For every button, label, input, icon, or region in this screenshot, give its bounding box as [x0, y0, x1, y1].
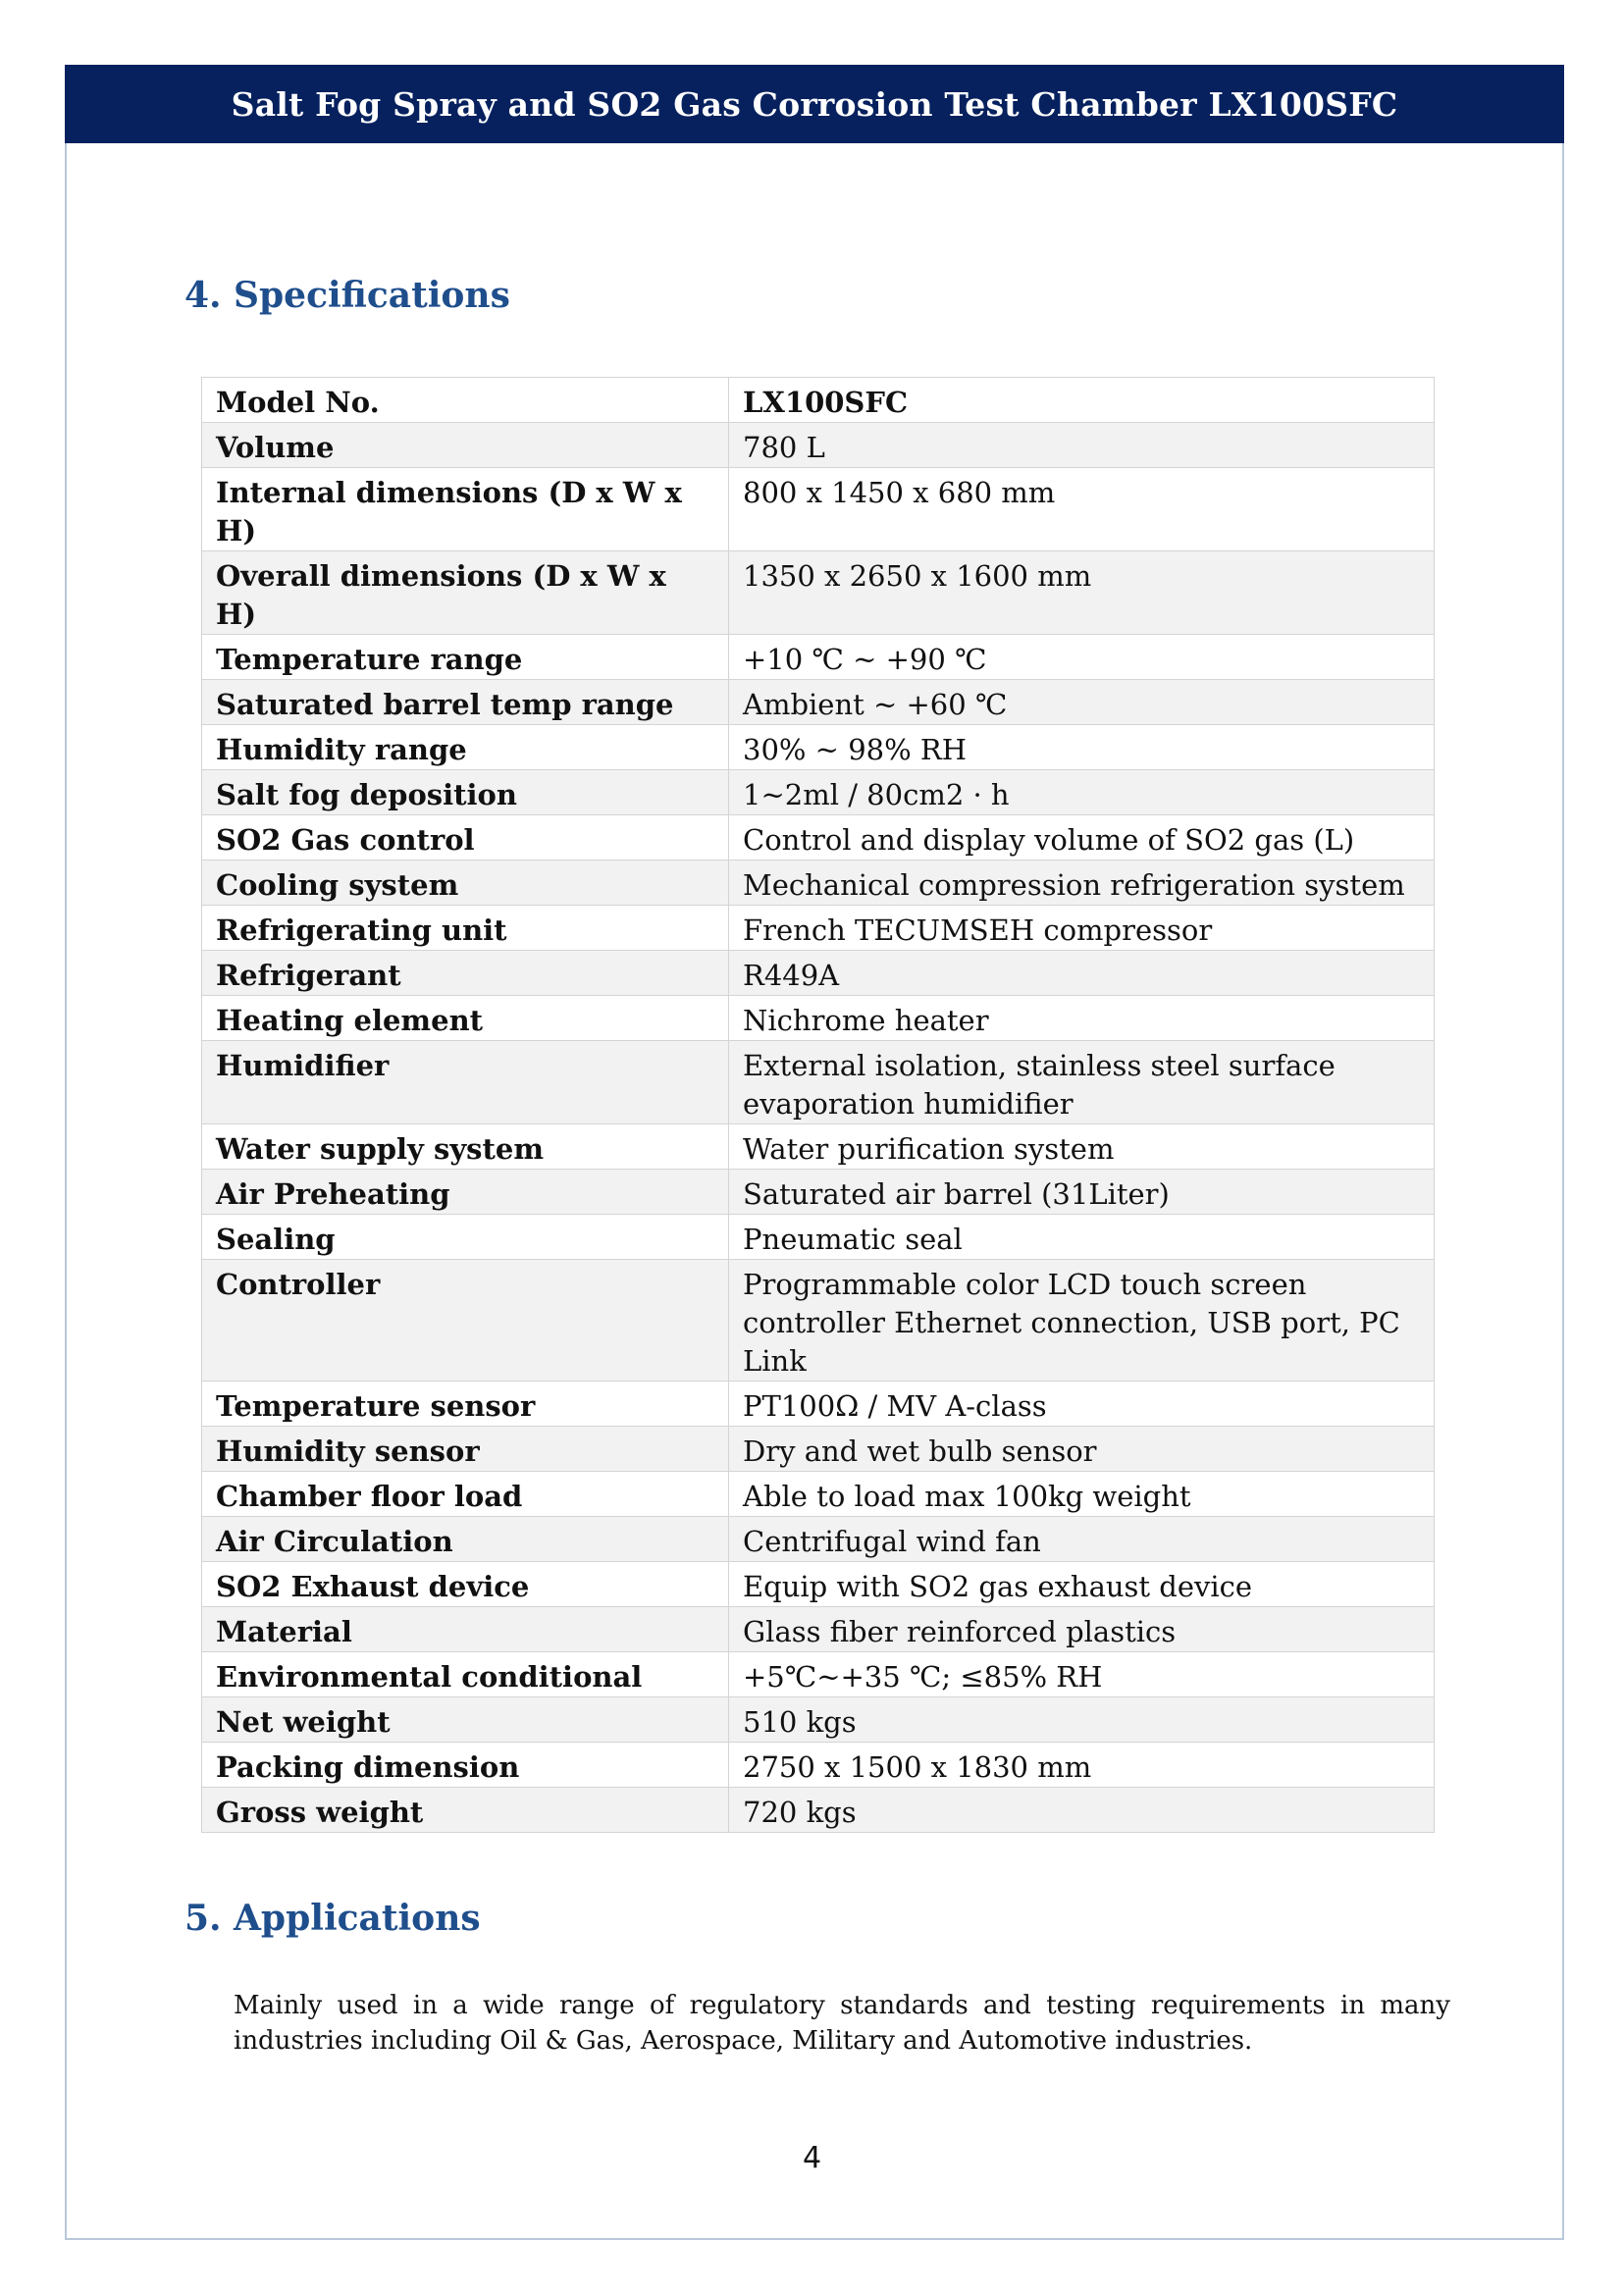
spec-value: Water purification system — [729, 1124, 1435, 1170]
specifications-heading-number: 4. — [184, 275, 222, 316]
table-row — [202, 906, 1435, 951]
table-row — [202, 1170, 1435, 1215]
spec-label: Gross weight — [202, 1788, 729, 1833]
spec-value: +5℃~+35 ℃; ≤85% RH — [729, 1652, 1435, 1697]
spec-value: Mechanical compression refrigeration system — [729, 861, 1435, 906]
spec-label: Chamber floor load — [202, 1472, 729, 1517]
table-row — [202, 680, 1435, 725]
spec-label: Air Circulation — [202, 1517, 729, 1562]
document-title: Salt Fog Spray and SO2 Gas Corrosion Test Chamber LX100SFC — [231, 84, 1398, 124]
spec-label: Model No. — [202, 378, 729, 423]
table-row — [202, 1743, 1435, 1788]
specifications-table — [201, 377, 1435, 1833]
spec-value: +10 ℃ ~ +90 ℃ — [729, 635, 1435, 680]
spec-value: Saturated air barrel (31Liter) — [729, 1170, 1435, 1215]
table-row — [202, 996, 1435, 1041]
applications-paragraph: Mainly used in a wide range of regulatory standards and testing requirements in many industries including Oil & Gas, Aerospace, Military and Automotive industries. — [234, 1991, 1450, 2056]
table-row — [202, 1697, 1435, 1743]
table-row — [202, 815, 1435, 861]
spec-value: PT100Ω / MV A-class — [729, 1382, 1435, 1427]
spec-label: Humidifier — [202, 1041, 729, 1124]
spec-label: Salt fog deposition — [202, 770, 729, 815]
spec-label: Overall dimensions (D x W x H) — [202, 551, 729, 635]
spec-value: 800 x 1450 x 680 mm — [729, 468, 1435, 551]
spec-value: Nichrome heater — [729, 996, 1435, 1041]
header-bar — [65, 65, 1564, 143]
spec-label: Water supply system — [202, 1124, 729, 1170]
spec-value: French TECUMSEH compressor — [729, 906, 1435, 951]
spec-value: Equip with SO2 gas exhaust device — [729, 1562, 1435, 1607]
spec-label: Material — [202, 1607, 729, 1652]
table-row — [202, 1124, 1435, 1170]
table-row — [202, 1215, 1435, 1260]
table-row — [202, 770, 1435, 815]
spec-label: Humidity sensor — [202, 1427, 729, 1472]
specifications-table-body — [202, 378, 1435, 1833]
table-row — [202, 1427, 1435, 1472]
spec-label: Temperature sensor — [202, 1382, 729, 1427]
table-row — [202, 1607, 1435, 1652]
spec-value: 720 kgs — [729, 1788, 1435, 1833]
table-row — [202, 1562, 1435, 1607]
spec-label: Net weight — [202, 1697, 729, 1743]
spec-value: Glass fiber reinforced plastics — [729, 1607, 1435, 1652]
table-row — [202, 1382, 1435, 1427]
page-number: 4 — [802, 2141, 822, 2175]
table-row — [202, 951, 1435, 996]
spec-value: LX100SFC — [729, 378, 1435, 423]
table-row — [202, 635, 1435, 680]
spec-label: Volume — [202, 423, 729, 468]
applications-heading-title: Applications — [234, 1898, 481, 1939]
specifications-heading-title: Specifications — [234, 275, 510, 316]
spec-value: Dry and wet bulb sensor — [729, 1427, 1435, 1472]
spec-label: Air Preheating — [202, 1170, 729, 1215]
spec-label: SO2 Gas control — [202, 815, 729, 861]
spec-label: SO2 Exhaust device — [202, 1562, 729, 1607]
spec-value: 510 kgs — [729, 1697, 1435, 1743]
spec-label: Refrigerant — [202, 951, 729, 996]
spec-value: Control and display volume of SO2 gas (L) — [729, 815, 1435, 861]
spec-value: 1350 x 2650 x 1600 mm — [729, 551, 1435, 635]
spec-value: 780 L — [729, 423, 1435, 468]
table-row — [202, 1788, 1435, 1833]
table-row — [202, 861, 1435, 906]
spec-label: Refrigerating unit — [202, 906, 729, 951]
spec-label: Controller — [202, 1260, 729, 1382]
spec-value: Ambient ~ +60 ℃ — [729, 680, 1435, 725]
table-row — [202, 1260, 1435, 1382]
specifications-heading — [184, 275, 510, 316]
applications-heading — [184, 1898, 481, 1939]
spec-label: Saturated barrel temp range — [202, 680, 729, 725]
spec-value: Able to load max 100kg weight — [729, 1472, 1435, 1517]
table-row — [202, 378, 1435, 423]
spec-label: Internal dimensions (D x W x H) — [202, 468, 729, 551]
table-row — [202, 423, 1435, 468]
spec-value: External isolation, stainless steel surface evaporation humidifier — [729, 1041, 1435, 1124]
table-row — [202, 1652, 1435, 1697]
spec-label: Environmental conditional — [202, 1652, 729, 1697]
table-row — [202, 725, 1435, 770]
table-row — [202, 1472, 1435, 1517]
spec-label: Packing dimension — [202, 1743, 729, 1788]
spec-value: 30% ~ 98% RH — [729, 725, 1435, 770]
spec-value: R449A — [729, 951, 1435, 996]
table-row — [202, 551, 1435, 635]
spec-value: Pneumatic seal — [729, 1215, 1435, 1260]
table-row — [202, 468, 1435, 551]
spec-value: 2750 x 1500 x 1830 mm — [729, 1743, 1435, 1788]
spec-label: Temperature range — [202, 635, 729, 680]
spec-value: Centrifugal wind fan — [729, 1517, 1435, 1562]
spec-label: Sealing — [202, 1215, 729, 1260]
spec-value: Programmable color LCD touch screen controller Ethernet connection, USB port, PC Link — [729, 1260, 1435, 1382]
table-row — [202, 1041, 1435, 1124]
table-row — [202, 1517, 1435, 1562]
spec-label: Cooling system — [202, 861, 729, 906]
spec-label: Heating element — [202, 996, 729, 1041]
spec-label: Humidity range — [202, 725, 729, 770]
applications-heading-number: 5. — [184, 1898, 222, 1939]
spec-value: 1~2ml / 80cm2 · h — [729, 770, 1435, 815]
